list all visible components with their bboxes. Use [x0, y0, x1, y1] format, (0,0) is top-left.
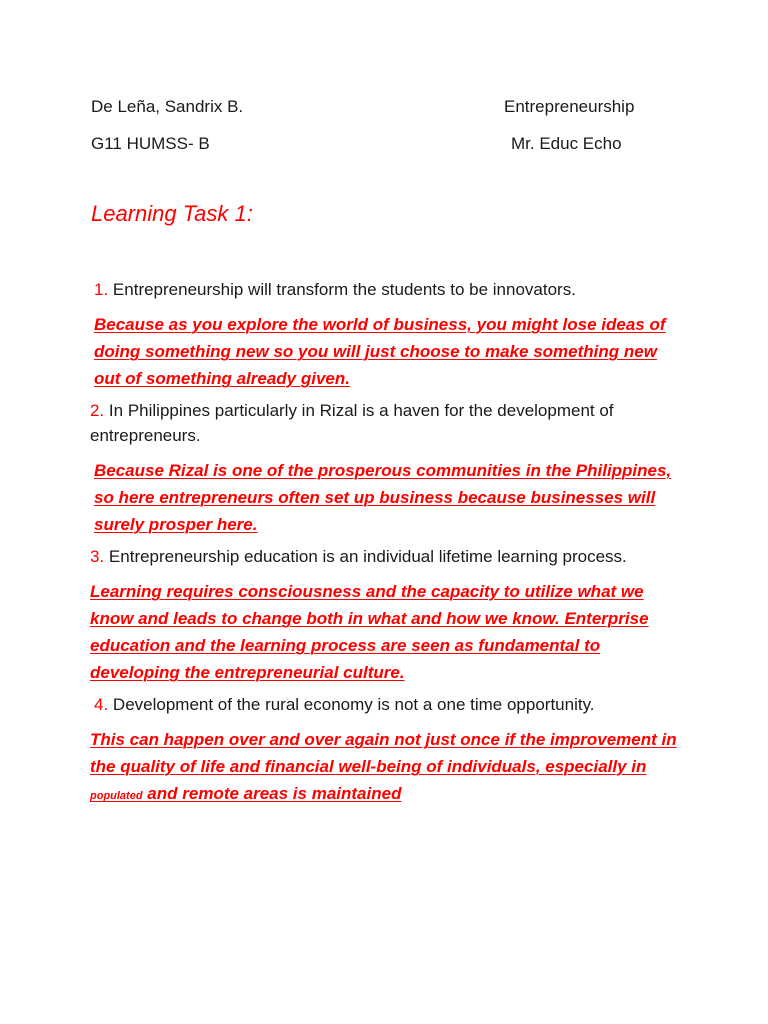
task-title: Learning Task 1: — [91, 201, 253, 226]
item-4-text: Development of the rural economy is not a one time opportunity. — [112, 695, 595, 714]
item-1-text: Entrepreneurship will transform the students to be innovators. — [112, 280, 576, 299]
item-2-statement — [90, 398, 686, 448]
task-items — [90, 277, 686, 815]
item-2-number: 2. — [90, 401, 105, 420]
item-1-answer: Because as you explore the world of business, you might lose ideas of doing something new so you will just choose to make something new out of something already given. — [94, 315, 666, 388]
item-2-answer: Because Rizal is one of the prosperous communities in the Philippines, so here entrepreneurs often set up business because businesses will surely prosper here. — [94, 461, 672, 534]
item-3-answer: Learning requires consciousness and the capacity to utilize what we know and leads to change both in what and how we know. Enterprise education and the learning process are seen as fundamental to developing the entrepreneurial culture. — [90, 582, 649, 682]
item-4-statement — [90, 692, 686, 717]
item-2-text: In Philippines particularly in Rizal is a haven for the development of entrepreneurs. — [90, 401, 614, 445]
item-3-text: Entrepreneurship education is an individual lifetime learning process. — [108, 547, 627, 566]
item-1-statement — [90, 277, 686, 302]
item-4-answer-tail: and remote areas is maintained — [147, 784, 402, 803]
teacher-name: Mr. Educ Echo — [511, 134, 622, 153]
item-4-answer-main: This can happen over and over again not just once if the improvement in the quality of life and financial well-being of individuals, especially in — [90, 730, 677, 776]
item-3-number: 3. — [90, 547, 105, 566]
section-label: G11 HUMSS- B — [91, 134, 210, 153]
student-name: De Leña, Sandrix B. — [91, 97, 244, 116]
item-4-answer-small: populated — [90, 790, 143, 802]
subject-label: Entrepreneurship — [504, 97, 635, 116]
item-4-number: 4. — [94, 695, 109, 714]
item-3-statement — [90, 544, 686, 569]
item-1-number: 1. — [94, 280, 109, 299]
item-4-answer — [90, 726, 686, 810]
